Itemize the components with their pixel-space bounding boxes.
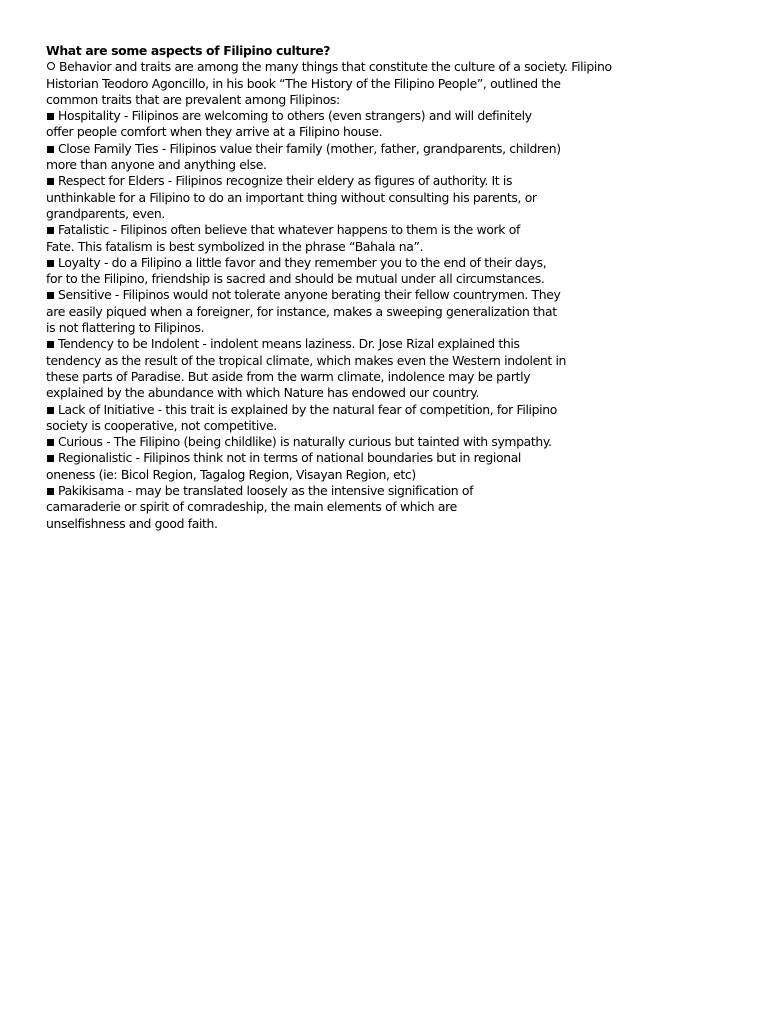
filled-square-icon xyxy=(47,227,54,234)
document-page xyxy=(46,43,646,532)
trait-item xyxy=(46,483,646,532)
trait-line xyxy=(46,287,646,303)
trait-item xyxy=(46,255,646,288)
trait-line xyxy=(46,141,646,157)
trait-line-text: Pakikisama - may be translated loosely as the intensive signification of xyxy=(58,483,474,499)
trait-line-text: Lack of Initiative - this trait is explained by the natural fear of competition, for Filipino xyxy=(58,401,557,417)
trait-item xyxy=(46,222,646,255)
trait-line: camaraderie or spirit of comradeship, the main elements of which are xyxy=(46,499,457,515)
filled-square-icon xyxy=(47,292,54,299)
filled-square-icon xyxy=(47,260,54,267)
trait-line: Fate. This fatalism is best symbolized in the phrase “Bahala na”. xyxy=(46,238,424,254)
intro-line: Historian Teodoro Agoncillo, in his book “The History of the Filipino People”, outlined the xyxy=(46,75,561,91)
trait-line xyxy=(46,173,646,189)
filled-square-icon xyxy=(47,113,54,120)
trait-line xyxy=(46,108,646,124)
filled-square-icon xyxy=(47,341,54,348)
trait-line xyxy=(46,434,646,450)
trait-line-text: Loyalty - do a Filipino a little favor and they remember you to the end of their days, xyxy=(58,254,547,270)
trait-line: unthinkable for a Filipino to do an important thing without consulting his parents, or xyxy=(46,189,537,205)
trait-line-text: Curious - The Filipino (being childlike) is naturally curious but tainted with sympathy. xyxy=(58,434,552,450)
trait-line: for to the Filipino, friendship is sacred and should be mutual under all circumstances. xyxy=(46,271,545,287)
hollow-circle-icon xyxy=(47,62,55,70)
trait-line: unselfishness and good faith. xyxy=(46,515,218,531)
trait-item xyxy=(46,141,646,174)
filled-square-icon xyxy=(47,455,54,462)
trait-line: grandparents, even. xyxy=(46,205,165,221)
trait-line: explained by the abundance with which Nature has endowed our country. xyxy=(46,385,480,401)
document-heading: What are some aspects of Filipino culture? xyxy=(46,43,331,58)
trait-line: are easily piqued when a foreigner, for instance, makes a sweeping generalization that xyxy=(46,303,557,319)
trait-item xyxy=(46,108,646,141)
trait-line-text: Close Family Ties - Filipinos value their family (mother, father, grandparents, children) xyxy=(58,140,561,156)
filled-square-icon xyxy=(47,407,54,414)
trait-line: tendency as the result of the tropical climate, which makes even the Western indolent in xyxy=(46,352,567,368)
intro-line: common traits that are prevalent among Filipinos: xyxy=(46,91,340,107)
trait-line-text: Regionalistic - Filipinos think not in terms of national boundaries but in regional xyxy=(58,450,522,466)
filled-square-icon xyxy=(47,178,54,185)
trait-line xyxy=(46,402,646,418)
trait-item xyxy=(46,287,646,336)
trait-item xyxy=(46,173,646,222)
trait-line-text: Hospitality - Filipinos are welcoming to others (even strangers) and will definitely xyxy=(58,108,532,124)
trait-line-text: Tendency to be Indolent - indolent means laziness. Dr. Jose Rizal explained this xyxy=(58,336,520,352)
trait-line-text: Fatalistic - Filipinos often believe that whatever happens to them is the work of xyxy=(58,222,520,238)
trait-line xyxy=(46,483,646,499)
trait-line xyxy=(46,336,646,352)
trait-item xyxy=(46,434,646,450)
trait-line: these parts of Paradise. But aside from the warm climate, indolence may be partly xyxy=(46,368,531,384)
trait-item xyxy=(46,402,646,435)
intro-line-text: Behavior and traits are among the many things that constitute the culture of a society. Filipino xyxy=(59,59,612,75)
trait-item xyxy=(46,450,646,483)
filled-square-icon xyxy=(47,439,54,446)
intro-paragraph xyxy=(46,59,646,108)
trait-line xyxy=(46,450,646,466)
trait-line: society is cooperative, not competitive. xyxy=(46,417,277,433)
filled-square-icon xyxy=(47,146,54,153)
trait-line xyxy=(46,255,646,271)
trait-line xyxy=(46,222,646,238)
intro-line xyxy=(46,59,646,75)
traits-list xyxy=(46,108,646,532)
trait-line: more than anyone and anything else. xyxy=(46,157,267,173)
trait-line: is not flattering to Filipinos. xyxy=(46,320,205,336)
trait-line: offer people comfort when they arrive at a Filipino house. xyxy=(46,124,383,140)
trait-line-text: Sensitive - Filipinos would not tolerate anyone berating their fellow countrymen. They xyxy=(58,287,561,303)
trait-line: oneness (ie: Bicol Region, Tagalog Region, Visayan Region, etc) xyxy=(46,466,416,482)
trait-item xyxy=(46,336,646,401)
filled-square-icon xyxy=(47,488,54,495)
trait-line-text: Respect for Elders - Filipinos recognize their eldery as figures of authority. It is xyxy=(58,173,513,189)
